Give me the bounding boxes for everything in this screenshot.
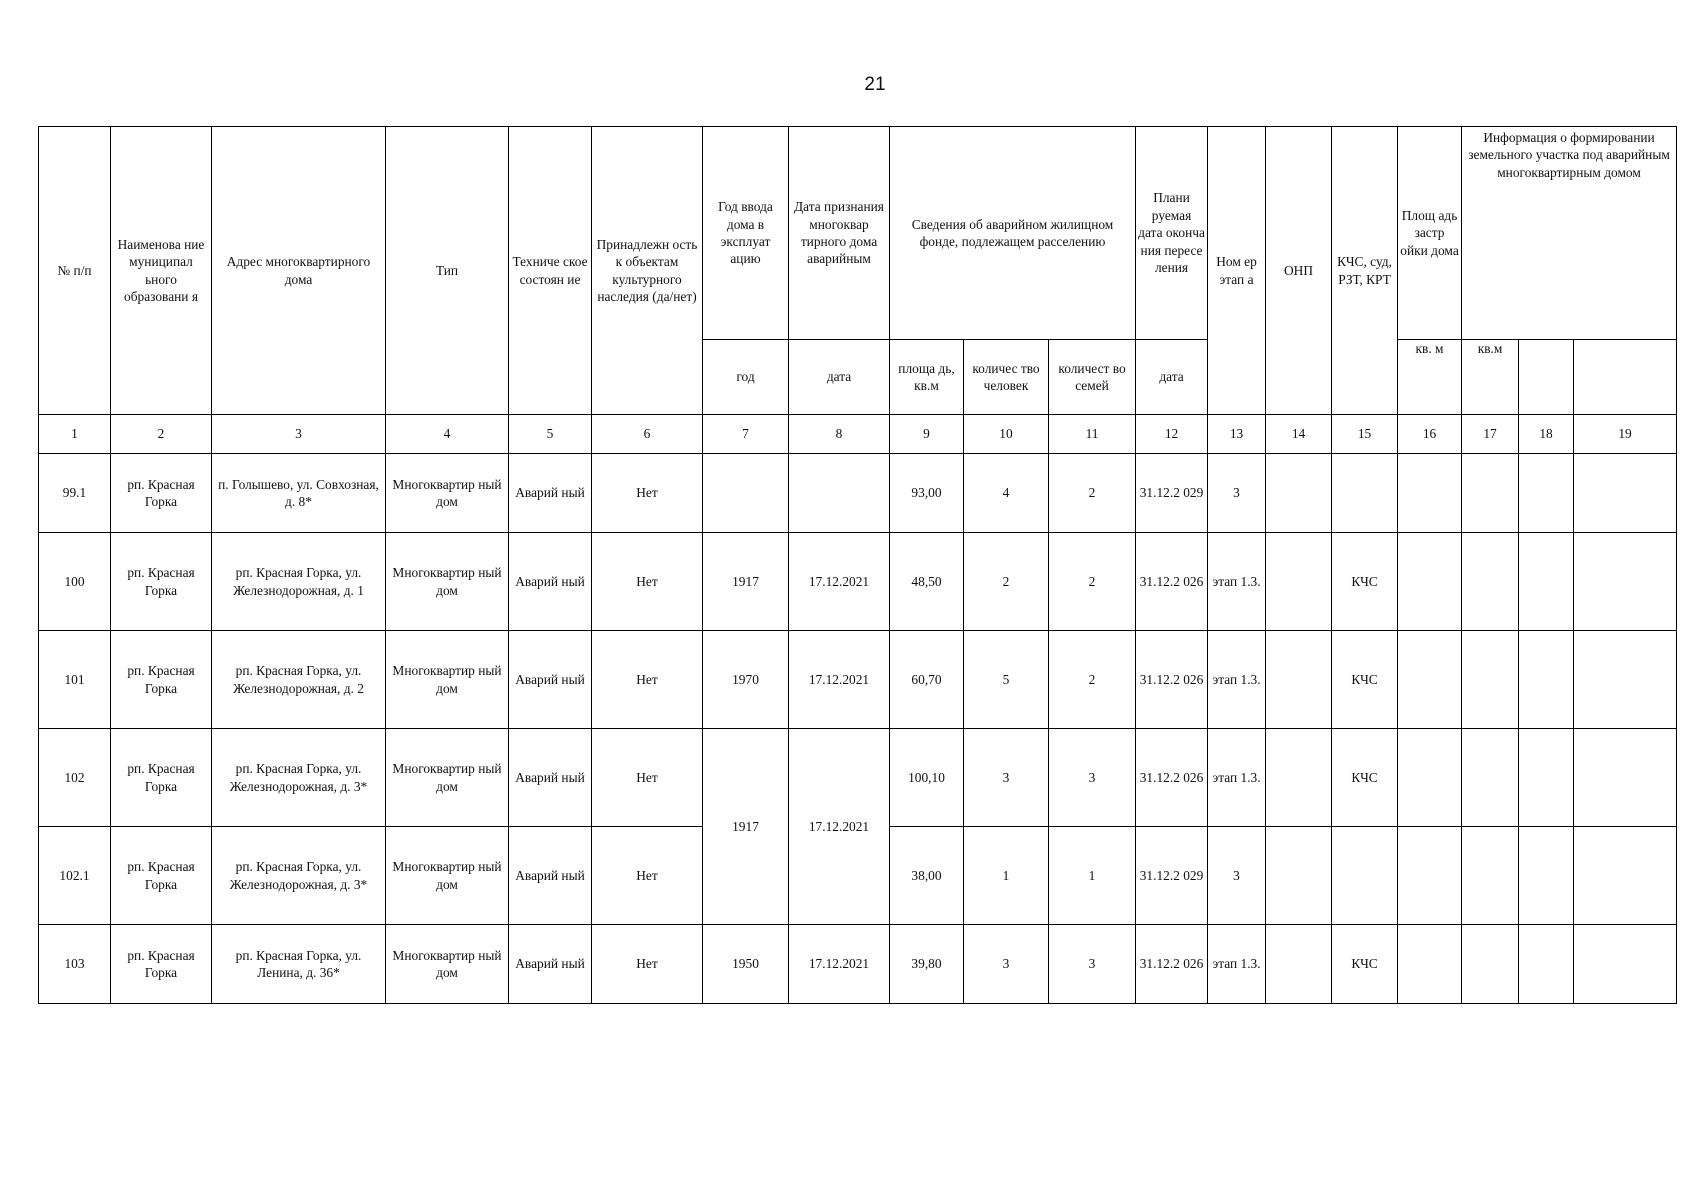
header-cell-building-area: Площ адь застр ойки дома bbox=[1398, 127, 1462, 340]
cell-address: рп. Красная Горка, ул. Железнодорожная, д. 3* bbox=[212, 827, 386, 925]
column-number: 16 bbox=[1398, 415, 1462, 454]
cell-address: рп. Красная Горка, ул. Железнодорожная, д. 2 bbox=[212, 631, 386, 729]
cell-people: 3 bbox=[964, 729, 1049, 827]
cell-building-area bbox=[1398, 827, 1462, 925]
cell-land-area bbox=[1462, 533, 1519, 631]
cell-state: Аварий ный bbox=[509, 925, 592, 1004]
cell-type: Многоквартир ный дом bbox=[386, 729, 509, 827]
header-cell-housing-info: Сведения об аварийном жилищном фонде, подлежащем расселению bbox=[890, 127, 1136, 340]
cell-year-merged: 1917 bbox=[703, 729, 789, 925]
column-number: 18 bbox=[1519, 415, 1574, 454]
header-cell-type: Тип bbox=[386, 127, 509, 415]
column-number: 12 bbox=[1136, 415, 1208, 454]
cell-kchs: КЧС bbox=[1332, 729, 1398, 827]
cell-address: п. Голышево, ул. Совхозная, д. 8* bbox=[212, 454, 386, 533]
cell-municipality: рп. Красная Горка bbox=[111, 454, 212, 533]
column-number: 9 bbox=[890, 415, 964, 454]
cell-people: 4 bbox=[964, 454, 1049, 533]
cell-kchs: КЧС bbox=[1332, 925, 1398, 1004]
cell-characteristic bbox=[1574, 925, 1677, 1004]
cell-type: Многоквартир ный дом bbox=[386, 533, 509, 631]
cell-number: 101 bbox=[39, 631, 111, 729]
column-number: 11 bbox=[1049, 415, 1136, 454]
cell-families: 3 bbox=[1049, 729, 1136, 827]
cell-date: 17.12.2021 bbox=[789, 533, 890, 631]
cell-stage: 3 bbox=[1208, 827, 1266, 925]
cell-heritage: Нет bbox=[592, 729, 703, 827]
cell-onp bbox=[1266, 729, 1332, 827]
cell-area: 100,10 bbox=[890, 729, 964, 827]
cell-address: рп. Красная Горка, ул. Железнодорожная, д. 3* bbox=[212, 729, 386, 827]
cell-year bbox=[703, 454, 789, 533]
cell-area: 39,80 bbox=[890, 925, 964, 1004]
subheader-plan-date: дата bbox=[1136, 340, 1208, 415]
page-number: 21 bbox=[864, 74, 886, 95]
cell-building-area bbox=[1398, 454, 1462, 533]
header-cell-year: Год ввода дома в эксплуат ацию bbox=[703, 127, 789, 340]
cell-stage: этап 1.3. bbox=[1208, 533, 1266, 631]
cell-municipality: рп. Красная Горка bbox=[111, 827, 212, 925]
cell-onp bbox=[1266, 925, 1332, 1004]
cell-number: 102 bbox=[39, 729, 111, 827]
cell-heritage: Нет bbox=[592, 533, 703, 631]
cell-plan-date: 31.12.2 029 bbox=[1136, 454, 1208, 533]
column-number: 1 bbox=[39, 415, 111, 454]
cell-kchs: КЧС bbox=[1332, 631, 1398, 729]
cell-families: 2 bbox=[1049, 533, 1136, 631]
cell-heritage: Нет bbox=[592, 827, 703, 925]
cell-families: 2 bbox=[1049, 631, 1136, 729]
cell-state: Аварий ный bbox=[509, 729, 592, 827]
cell-year: 1970 bbox=[703, 631, 789, 729]
cell-plan-date: 31.12.2 026 bbox=[1136, 533, 1208, 631]
cell-plan-date: 31.12.2 026 bbox=[1136, 631, 1208, 729]
cell-land-area bbox=[1462, 729, 1519, 827]
cell-characteristic bbox=[1574, 827, 1677, 925]
cell-families: 2 bbox=[1049, 454, 1136, 533]
cell-municipality: рп. Красная Горка bbox=[111, 533, 212, 631]
subheader-building-area-unit: кв. м bbox=[1398, 340, 1462, 415]
cell-people: 5 bbox=[964, 631, 1049, 729]
table-row bbox=[39, 631, 1677, 729]
cell-building-area bbox=[1398, 533, 1462, 631]
cell-stage: 3 bbox=[1208, 454, 1266, 533]
header-cell-address: Адрес многоквартирного дома bbox=[212, 127, 386, 415]
cell-type: Многоквартир ный дом bbox=[386, 454, 509, 533]
column-number: 4 bbox=[386, 415, 509, 454]
cell-families: 1 bbox=[1049, 827, 1136, 925]
cell-year: 1950 bbox=[703, 925, 789, 1004]
cell-families: 3 bbox=[1049, 925, 1136, 1004]
cell-area: 93,00 bbox=[890, 454, 964, 533]
column-number: 13 bbox=[1208, 415, 1266, 454]
emergency-housing-table bbox=[38, 126, 1677, 1004]
column-number: 15 bbox=[1332, 415, 1398, 454]
column-number: 7 bbox=[703, 415, 789, 454]
cell-municipality: рп. Красная Горка bbox=[111, 925, 212, 1004]
cell-kchs: КЧС bbox=[1332, 533, 1398, 631]
column-number: 17 bbox=[1462, 415, 1519, 454]
subheader-people: количес тво человек bbox=[964, 340, 1049, 415]
cell-state: Аварий ный bbox=[509, 533, 592, 631]
cell-date: 17.12.2021 bbox=[789, 631, 890, 729]
cell-stage: этап 1.3. bbox=[1208, 925, 1266, 1004]
cell-number: 100 bbox=[39, 533, 111, 631]
cell-onp bbox=[1266, 454, 1332, 533]
cell-cadastral bbox=[1519, 454, 1574, 533]
header-cell-stage: Ном ер этап а bbox=[1208, 127, 1266, 415]
cell-cadastral bbox=[1519, 827, 1574, 925]
cell-state: Аварий ный bbox=[509, 631, 592, 729]
cell-plan-date: 31.12.2 026 bbox=[1136, 925, 1208, 1004]
cell-onp bbox=[1266, 533, 1332, 631]
cell-onp bbox=[1266, 827, 1332, 925]
cell-people: 2 bbox=[964, 533, 1049, 631]
cell-kchs bbox=[1332, 454, 1398, 533]
cell-onp bbox=[1266, 631, 1332, 729]
cell-number: 103 bbox=[39, 925, 111, 1004]
cell-building-area bbox=[1398, 925, 1462, 1004]
column-number: 2 bbox=[111, 415, 212, 454]
cell-date-merged: 17.12.2021 bbox=[789, 729, 890, 925]
cell-heritage: Нет bbox=[592, 925, 703, 1004]
cell-characteristic bbox=[1574, 533, 1677, 631]
cell-plan-date: 31.12.2 026 bbox=[1136, 729, 1208, 827]
column-number: 5 bbox=[509, 415, 592, 454]
header-cell-municipality: Наименова ние муниципал ьного образовани я bbox=[111, 127, 212, 415]
header-cell-onp: ОНП bbox=[1266, 127, 1332, 415]
cell-characteristic bbox=[1574, 454, 1677, 533]
column-number: 3 bbox=[212, 415, 386, 454]
subheader-characteristic bbox=[1574, 340, 1677, 415]
cell-characteristic bbox=[1574, 729, 1677, 827]
cell-building-area bbox=[1398, 631, 1462, 729]
cell-heritage: Нет bbox=[592, 631, 703, 729]
land-info-title: Информация о формировании земельного участка под аварийным многоквартирным домом bbox=[1468, 130, 1670, 180]
header-cell-number: № п/п bbox=[39, 127, 111, 415]
cell-characteristic bbox=[1574, 631, 1677, 729]
cell-cadastral bbox=[1519, 533, 1574, 631]
column-number: 10 bbox=[964, 415, 1049, 454]
cell-land-area bbox=[1462, 827, 1519, 925]
table-row bbox=[39, 729, 1677, 827]
cell-state: Аварий ный bbox=[509, 827, 592, 925]
subheader-land-area-unit: кв.м bbox=[1462, 340, 1519, 415]
column-number: 14 bbox=[1266, 415, 1332, 454]
subheader-families: количест во семей bbox=[1049, 340, 1136, 415]
cell-cadastral bbox=[1519, 925, 1574, 1004]
header-cell-technical-state: Техниче ское состоян ие bbox=[509, 127, 592, 415]
cell-kchs bbox=[1332, 827, 1398, 925]
cell-stage: этап 1.3. bbox=[1208, 729, 1266, 827]
cell-number: 102.1 bbox=[39, 827, 111, 925]
cell-people: 3 bbox=[964, 925, 1049, 1004]
cell-building-area bbox=[1398, 729, 1462, 827]
cell-municipality: рп. Красная Горка bbox=[111, 631, 212, 729]
cell-date bbox=[789, 454, 890, 533]
cell-type: Многоквартир ный дом bbox=[386, 631, 509, 729]
cell-plan-date: 31.12.2 029 bbox=[1136, 827, 1208, 925]
cell-year: 1917 bbox=[703, 533, 789, 631]
cell-address: рп. Красная Горка, ул. Ленина, д. 36* bbox=[212, 925, 386, 1004]
cell-area: 60,70 bbox=[890, 631, 964, 729]
cell-stage: этап 1.3. bbox=[1208, 631, 1266, 729]
cell-state: Аварий ный bbox=[509, 454, 592, 533]
cell-address: рп. Красная Горка, ул. Железнодорожная, д. 1 bbox=[212, 533, 386, 631]
cell-land-area bbox=[1462, 454, 1519, 533]
column-number: 8 bbox=[789, 415, 890, 454]
cell-land-area bbox=[1462, 925, 1519, 1004]
cell-cadastral bbox=[1519, 729, 1574, 827]
column-number: 19 bbox=[1574, 415, 1677, 454]
table-row bbox=[39, 925, 1677, 1004]
cell-cadastral bbox=[1519, 631, 1574, 729]
cell-date: 17.12.2021 bbox=[789, 925, 890, 1004]
header-cell-heritage: Принадлежн ость к объектам культурного наследия (да/нет) bbox=[592, 127, 703, 415]
cell-type: Многоквартир ный дом bbox=[386, 827, 509, 925]
cell-land-area bbox=[1462, 631, 1519, 729]
subheader-year: год bbox=[703, 340, 789, 415]
cell-area: 48,50 bbox=[890, 533, 964, 631]
cell-area: 38,00 bbox=[890, 827, 964, 925]
header-cell-land-info bbox=[1462, 127, 1677, 340]
cell-municipality: рп. Красная Горка bbox=[111, 729, 212, 827]
subheader-area: площа дь, кв.м bbox=[890, 340, 964, 415]
header-cell-kchs: КЧС, суд, РЗТ, КРТ bbox=[1332, 127, 1398, 415]
column-number-row bbox=[39, 415, 1677, 454]
subheader-cadastral bbox=[1519, 340, 1574, 415]
header-cell-recognition-date: Дата признания многоквар тирного дома аварийным bbox=[789, 127, 890, 340]
cell-number: 99.1 bbox=[39, 454, 111, 533]
column-number: 6 bbox=[592, 415, 703, 454]
subheader-date: дата bbox=[789, 340, 890, 415]
table-row bbox=[39, 533, 1677, 631]
cell-heritage: Нет bbox=[592, 454, 703, 533]
table-row bbox=[39, 454, 1677, 533]
header-cell-planned-date: Плани руемая дата оконча ния пересе ления bbox=[1136, 127, 1208, 340]
cell-people: 1 bbox=[964, 827, 1049, 925]
cell-type: Многоквартир ный дом bbox=[386, 925, 509, 1004]
header-row bbox=[39, 127, 1677, 340]
